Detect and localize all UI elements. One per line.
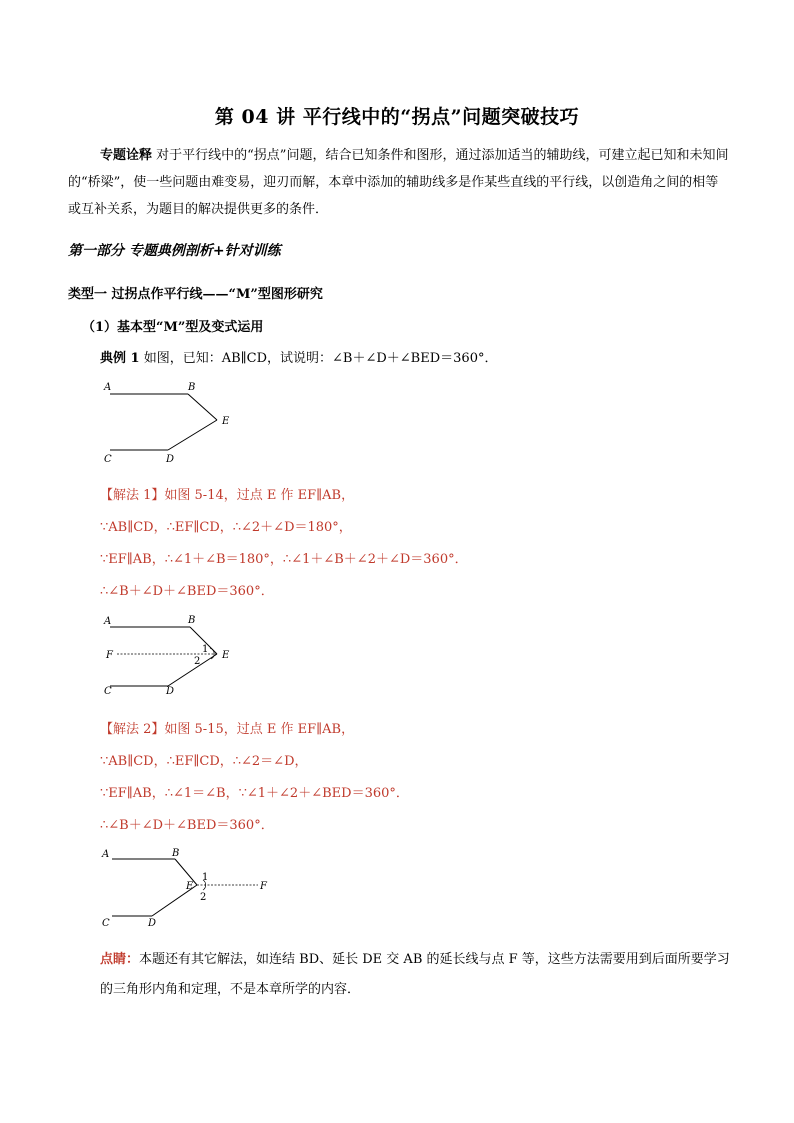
example-1	[100, 347, 497, 366]
page-title: 第 04 讲 平行线中的“拐点”问题突破技巧	[214, 106, 580, 128]
solution1-line-2: ∵AB∥CD，∴EF∥CD，∴∠2＋∠D＝180°，	[100, 520, 352, 535]
point-D: D	[166, 686, 175, 697]
angle-2-label: 2	[200, 892, 207, 903]
point-A: A	[104, 382, 112, 393]
intro-text: 对于平行线中的“拐点”问题，结合已知条件和图形，通过添加适当的辅助线，可建立起已知和未知间的“桥梁”，使一些问题由难变易，迎刃而解，本章中添加的辅助线多是作某些直线的平行线，以创造角之间的相等或互补关系，为题目的解决提供更多的条件．	[68, 148, 729, 217]
point-E: E	[222, 416, 230, 427]
example-label: 典例 1	[100, 351, 140, 366]
figure-5-14	[100, 612, 250, 702]
solution2-line-3: ∵EF∥AB，∴∠1＝∠B，∵∠1＋∠2＋∠BED＝360°．	[100, 786, 409, 801]
point-B: B	[188, 382, 196, 393]
angle-1-label: 1	[202, 644, 209, 655]
point-A: A	[102, 849, 110, 860]
solution1-line-3: ∵EF∥AB，∴∠1＋∠B＝180°，∴∠1＋∠B＋∠2＋∠D＝360°．	[100, 552, 468, 567]
point-E: E	[186, 881, 194, 892]
point-C: C	[104, 454, 112, 465]
solution1-line-4: ∴∠B＋∠D＋∠BED＝360°．	[100, 584, 274, 599]
sub-heading: （1）基本型“M”型及变式运用	[82, 320, 264, 335]
point-D: D	[148, 918, 157, 929]
solution1-line-1: 【解法 1】如图 5-14，过点 E 作 EF∥AB，	[100, 488, 355, 503]
point-C: C	[104, 686, 112, 697]
angle-1-label: 1	[202, 872, 209, 883]
point-A: A	[104, 616, 112, 627]
solution1-head: 【解法 1】	[100, 488, 165, 503]
intro-paragraph	[68, 142, 730, 223]
point-F: F	[260, 881, 267, 892]
angle-2-label: 2	[194, 656, 201, 667]
point-B: B	[188, 615, 196, 626]
solution2-line-4: ∴∠B＋∠D＋∠BED＝360°．	[100, 818, 274, 833]
note-label: 点睛：	[100, 952, 140, 967]
intro-lead: 专题诠释	[100, 148, 153, 163]
figure-basic-m	[100, 378, 250, 468]
point-C: C	[102, 918, 110, 929]
note-text: 本题还有其它解法，如连结 BD、延长 DE 交 AB 的延长线与点 F 等，这些方法需要用到后面所要学习的三角形内角和定理，不是本章所学的内容．	[100, 952, 730, 997]
solution2-line-1: 【解法 2】如图 5-15，过点 E 作 EF∥AB，	[100, 722, 355, 737]
example-text: 如图，已知：AB∥CD，试说明：∠B＋∠D＋∠BED＝360°．	[139, 351, 498, 366]
key-point-note	[100, 945, 730, 1005]
type-heading: 类型一 过拐点作平行线——“M”型图形研究	[68, 287, 323, 302]
figure-5-15	[100, 845, 275, 935]
section-title: 第一部分 专题典例剖析+针对训练	[68, 243, 281, 259]
point-E: E	[222, 650, 230, 661]
point-D: D	[166, 454, 175, 465]
solution2-line-2: ∵AB∥CD，∴EF∥CD，∴∠2＝∠D，	[100, 754, 308, 769]
solution2-head: 【解法 2】	[100, 722, 165, 737]
point-B: B	[172, 848, 180, 859]
point-F: F	[106, 650, 113, 661]
